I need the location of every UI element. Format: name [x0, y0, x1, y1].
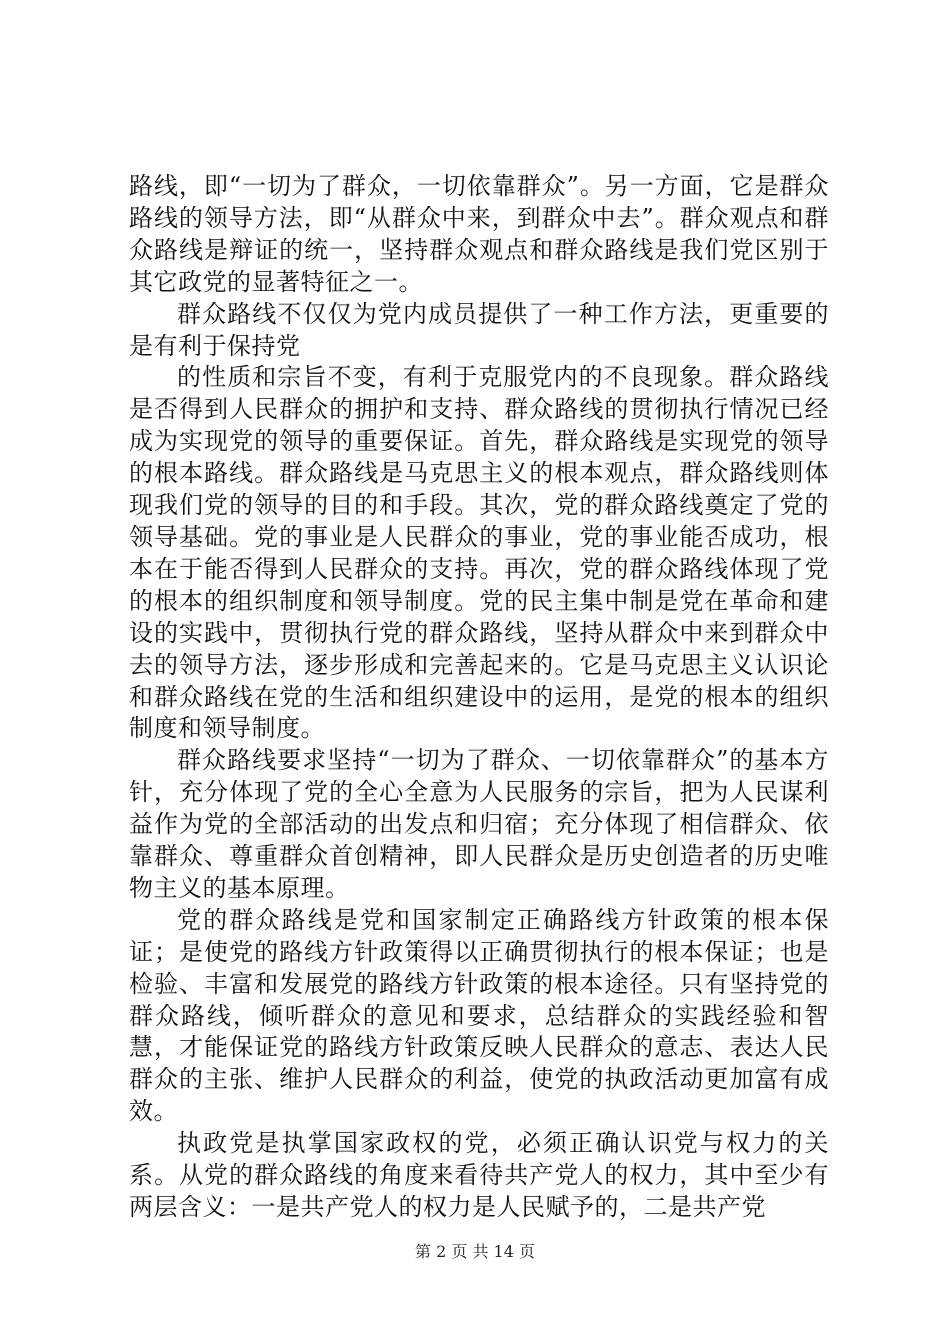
paragraph-1: 路线，即“一切为了群众，一切依靠群众”。另一方面，它是群众路线的领导方法，即“从群众中来，到群众中去”。群众观点和群众路线是辩证的统一，坚持群众观点和群众路线是我们党区别于其它政党的显著特征之一。	[129, 172, 829, 296]
paragraph-4: 群众路线要求坚持“一切为了群众、一切依靠群众”的基本方针，充分体现了党的全心全意为人民服务的宗旨，把为人民谋利益作为党的全部活动的出发点和归宿；充分体现了相信群众、依靠群众、尊重群众首创精神，即人民群众是历史创造者的历史唯物主义的基本原理。	[129, 746, 829, 902]
paragraph-2: 群众路线不仅仅为党内成员提供了一种工作方法，更重要的是有利于保持党	[129, 299, 829, 360]
paragraph-5: 党的群众路线是党和国家制定正确路线方针政策的根本保证；是使党的路线方针政策得以正确贯彻执行的根本保证；也是检验、丰富和发展党的路线方针政策的根本途径。只有坚持党的群众路线，倾听群众的意见和要求，总结群众的实践经验和智慧，才能保证党的路线方针政策反映人民群众的意志、表达人民群众的主张、维护人民群众的利益，使党的执政活动更加富有成效。	[129, 905, 829, 1126]
paragraph-6: 执政党是执掌国家政权的党，必须正确认识党与权力的关系。从党的群众路线的角度来看待共产党人的权力，其中至少有两层含义：一是共产党人的权力是人民赋予的，二是共产党	[129, 1129, 829, 1221]
page-number-footer: 第 2 页 共 14 页	[415, 1242, 535, 1261]
paragraph-3: 的性质和宗旨不变，有利于克服党内的不良现象。群众路线是否得到人民群众的拥护和支持、群众路线的贯彻执行情况已经成为实现党的领导的重要保证。首先，群众路线是实现党的领导的根本路线。群众路线是马克思主义的根本观点，群众路线则体现我们党的领导的目的和手段。其次，党的群众路线奠定了党的领导基础。党的事业是人民群众的事业，党的事业能否成功，根本在于能否得到人民群众的支持。再次，党的群众路线体现了党的根本的组织制度和领导制度。党的民主集中制是党在革命和建设的实践中，贯彻执行党的群众路线，坚持从群众中来到群众中去的领导方法，逐步形成和完善起来的。它是马克思主义认识论和群众路线在党的生活和组织建设中的运用，是党的根本的组织制度和领导制度。	[129, 363, 829, 743]
body-text	[129, 171, 829, 1224]
